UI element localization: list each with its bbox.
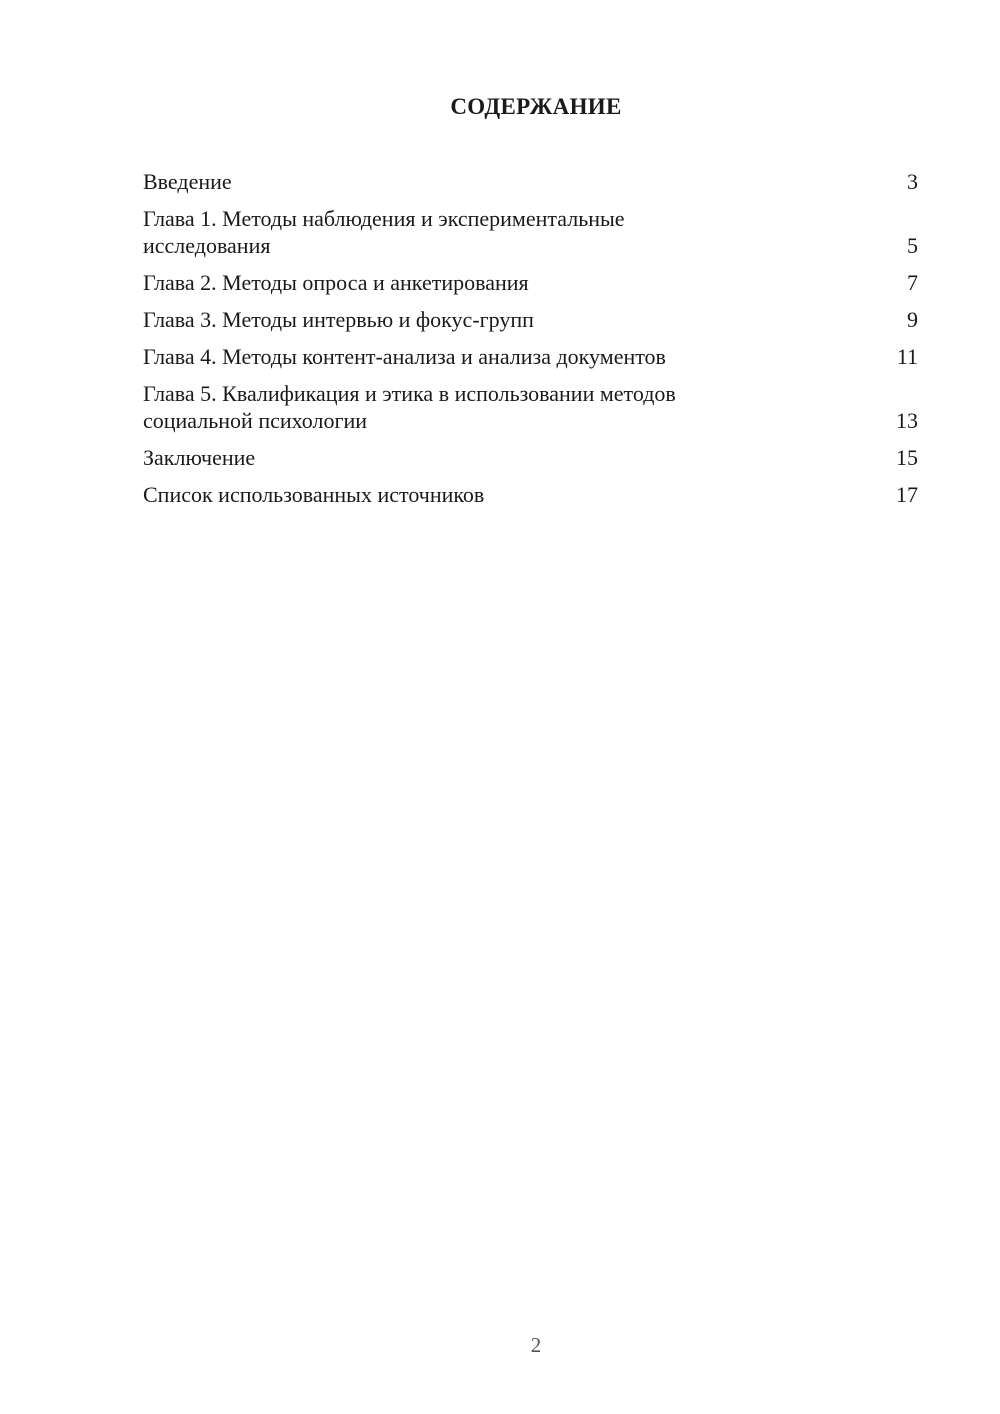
toc-entry-title bbox=[143, 444, 255, 471]
toc-entry-title bbox=[143, 205, 625, 259]
toc-entry-line: Глава 4. Методы контент-анализа и анализа документов bbox=[143, 344, 666, 369]
toc-entry-chapter-4 bbox=[143, 343, 918, 370]
toc-entry-title bbox=[143, 269, 529, 296]
toc-entry-introduction bbox=[143, 168, 918, 195]
toc-entry-page-number: 17 bbox=[896, 482, 918, 507]
page-title: СОДЕРЖАНИЕ bbox=[450, 94, 622, 119]
toc-entry-chapter-3 bbox=[143, 306, 918, 333]
toc-entry-references bbox=[143, 481, 918, 508]
toc-entry-page-number: 9 bbox=[907, 307, 918, 332]
toc-entry-page-number: 15 bbox=[896, 445, 918, 470]
page-number: 2 bbox=[530, 1333, 542, 1357]
toc-entry-page-number: 13 bbox=[896, 408, 918, 433]
toc-entry-title bbox=[143, 481, 484, 508]
toc-entry-conclusion bbox=[143, 444, 918, 471]
toc-entry-page-number: 5 bbox=[907, 233, 918, 258]
toc-entry-page-number: 11 bbox=[896, 344, 918, 369]
toc-entry-chapter-1 bbox=[143, 205, 918, 259]
toc-entry-title bbox=[143, 306, 534, 333]
toc-entry-page-number: 3 bbox=[907, 169, 918, 194]
toc-entry-line: Список использованных источников bbox=[143, 482, 485, 507]
toc-entry-line: Глава 2. Методы опроса и анкетирования bbox=[143, 270, 529, 295]
toc-entry-line: Глава 3. Методы интервью и фокус-групп bbox=[143, 307, 534, 332]
toc-entry-title bbox=[143, 343, 666, 370]
toc-entry-line: Заключение bbox=[143, 445, 256, 470]
toc-entry-line: исследования bbox=[143, 233, 271, 258]
toc-entry-page-number: 7 bbox=[907, 270, 918, 295]
toc-entry-title bbox=[143, 168, 232, 195]
toc-entry-line: социальной психологии bbox=[143, 408, 368, 433]
toc-entry-title bbox=[143, 380, 676, 434]
table-of-contents bbox=[143, 168, 918, 518]
toc-entry-line: Глава 5. Квалификация и этика в использовании методов bbox=[143, 381, 676, 406]
toc-entry-chapter-2 bbox=[143, 269, 918, 296]
toc-entry-line: Введение bbox=[143, 169, 232, 194]
toc-entry-line: Глава 1. Методы наблюдения и экспериментальные bbox=[143, 206, 625, 231]
toc-entry-chapter-5 bbox=[143, 380, 918, 434]
